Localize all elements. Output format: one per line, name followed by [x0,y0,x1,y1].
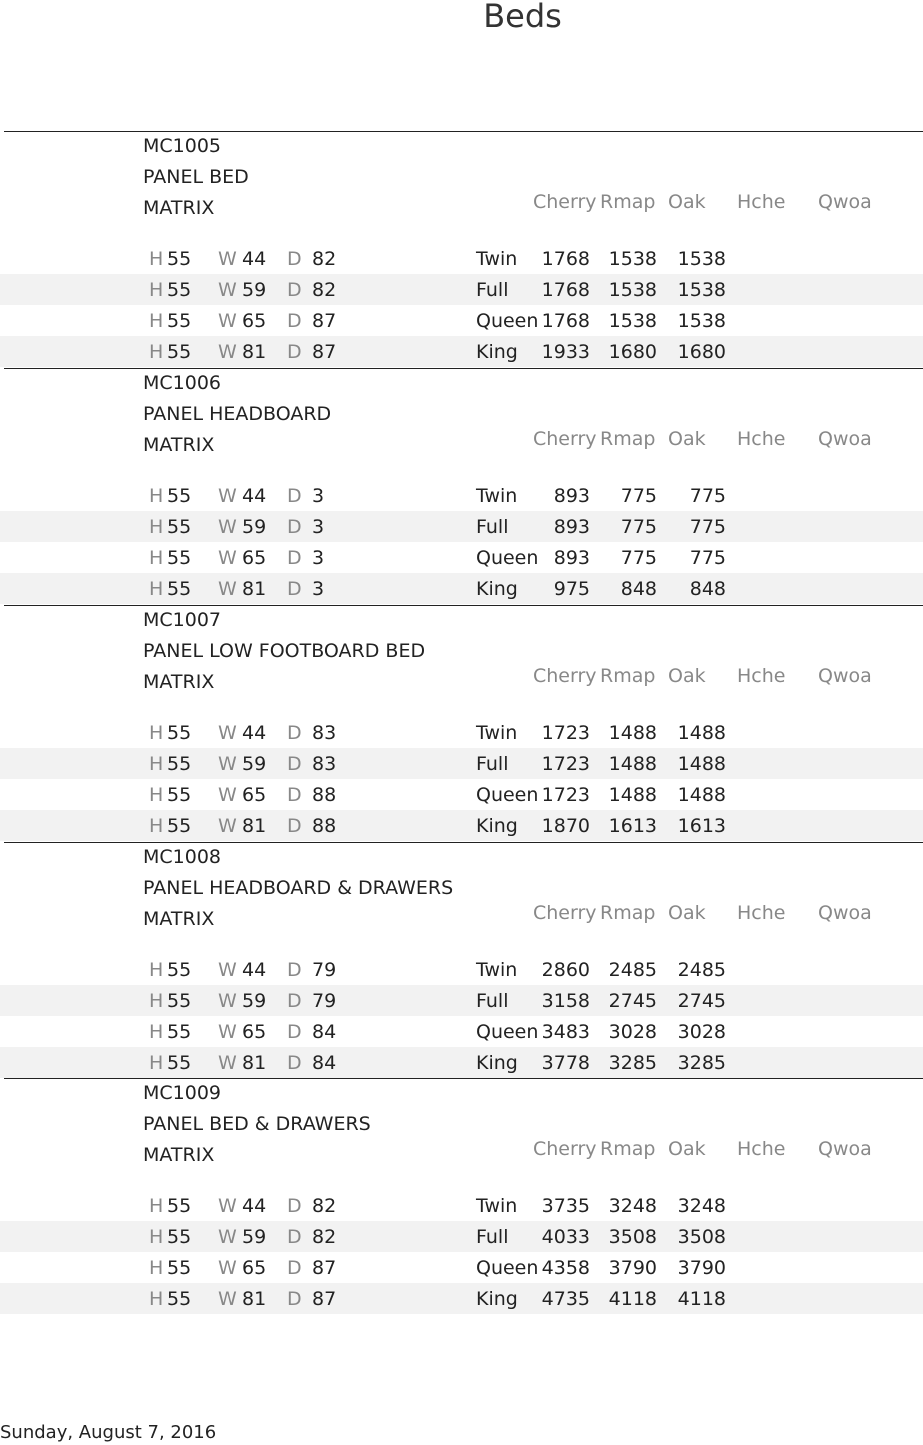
price-oak: 3028 [677,1021,726,1043]
header-cherry: Cherry [533,191,597,213]
price-rmap: 4118 [608,1288,657,1310]
size-row [0,985,923,1016]
height-label: H [149,279,164,301]
header-cherry: Cherry [533,1138,597,1160]
price-rmap: 775 [620,547,657,569]
width-value: 65 [242,547,267,569]
price-cherry: 1723 [541,753,590,775]
header-hche: Hche [737,191,786,213]
width-value: 59 [242,516,267,538]
price-cherry: 3735 [541,1195,590,1217]
price-oak: 848 [689,578,726,600]
size-row [0,480,923,511]
height-value: 55 [167,310,192,332]
width-value: 65 [242,310,267,332]
price-rmap: 3248 [608,1195,657,1217]
size-name: King [476,1052,518,1074]
width-label: W [218,1257,237,1279]
width-label: W [218,784,237,806]
depth-value: 3 [312,547,325,569]
header-cherry: Cherry [533,902,597,924]
depth-label: D [287,1288,302,1310]
collection-name: MATRIX [143,197,215,219]
width-value: 59 [242,990,267,1012]
size-row [0,748,923,779]
depth-label: D [287,279,302,301]
height-label: H [149,547,164,569]
collection-name: MATRIX [143,671,215,693]
height-value: 55 [167,1257,192,1279]
height-value: 55 [167,485,192,507]
price-oak: 3508 [677,1226,726,1248]
depth-value: 88 [312,815,337,837]
size-name: Queen [476,1257,539,1279]
height-label: H [149,485,164,507]
header-qwoa: Qwoa [818,902,872,924]
price-oak: 775 [689,516,726,538]
height-label: H [149,1021,164,1043]
size-name: Twin [476,722,518,744]
width-label: W [218,485,237,507]
size-name: Queen [476,784,539,806]
price-rmap: 775 [620,516,657,538]
height-value: 55 [167,990,192,1012]
depth-value: 83 [312,722,337,744]
width-label: W [218,1052,237,1074]
page-title: Beds [483,0,562,35]
price-rmap: 3285 [608,1052,657,1074]
price-cherry: 1723 [541,722,590,744]
depth-value: 3 [312,516,325,538]
price-rmap: 1613 [608,815,657,837]
width-label: W [218,959,237,981]
size-name: Full [476,279,509,301]
header-rmap: Rmap [600,1138,656,1160]
width-value: 81 [242,1288,267,1310]
header-cherry: Cherry [533,665,597,687]
height-label: H [149,1226,164,1248]
depth-label: D [287,722,302,744]
width-label: W [218,279,237,301]
width-value: 81 [242,815,267,837]
width-value: 81 [242,578,267,600]
height-value: 55 [167,959,192,981]
header-oak: Oak [668,902,706,924]
depth-label: D [287,1195,302,1217]
height-value: 55 [167,722,192,744]
depth-value: 82 [312,279,337,301]
width-label: W [218,1226,237,1248]
size-name: Queen [476,547,539,569]
price-rmap: 1538 [608,279,657,301]
depth-label: D [287,310,302,332]
product-name: PANEL BED [143,166,249,188]
header-rmap: Rmap [600,191,656,213]
width-value: 44 [242,959,267,981]
width-value: 59 [242,279,267,301]
size-name: Twin [476,248,518,270]
height-value: 55 [167,1195,192,1217]
depth-label: D [287,990,302,1012]
depth-label: D [287,1257,302,1279]
depth-value: 88 [312,784,337,806]
price-oak: 4118 [677,1288,726,1310]
depth-label: D [287,1052,302,1074]
product-section [0,131,923,368]
depth-label: D [287,516,302,538]
size-row [0,573,923,604]
depth-label: D [287,815,302,837]
size-row [0,954,923,985]
header-qwoa: Qwoa [818,428,872,450]
depth-value: 87 [312,1288,337,1310]
price-cherry: 975 [553,578,590,600]
product-code: MC1008 [143,846,222,868]
product-section [0,368,923,605]
size-name: Full [476,516,509,538]
width-value: 44 [242,485,267,507]
width-label: W [218,990,237,1012]
price-cherry: 1870 [541,815,590,837]
price-rmap: 1538 [608,248,657,270]
width-value: 59 [242,753,267,775]
height-label: H [149,753,164,775]
height-label: H [149,341,164,363]
collection-name: MATRIX [143,908,215,930]
size-row [0,1252,923,1283]
header-hche: Hche [737,902,786,924]
header-oak: Oak [668,191,706,213]
height-label: H [149,1257,164,1279]
height-value: 55 [167,578,192,600]
size-name: King [476,815,518,837]
product-name: PANEL HEADBOARD & DRAWERS [143,877,454,899]
height-value: 55 [167,784,192,806]
depth-value: 84 [312,1052,337,1074]
section-divider [4,605,923,606]
price-oak: 775 [689,485,726,507]
header-rmap: Rmap [600,665,656,687]
width-value: 44 [242,1195,267,1217]
depth-label: D [287,784,302,806]
width-value: 44 [242,248,267,270]
collection-name: MATRIX [143,1144,215,1166]
header-hche: Hche [737,1138,786,1160]
product-name: PANEL BED & DRAWERS [143,1113,371,1135]
depth-value: 3 [312,485,325,507]
size-name: Full [476,1226,509,1248]
size-row [0,1190,923,1221]
price-cherry: 1768 [541,279,590,301]
height-label: H [149,784,164,806]
depth-label: D [287,485,302,507]
price-cherry: 1933 [541,341,590,363]
section-divider [4,368,923,369]
header-oak: Oak [668,1138,706,1160]
price-cherry: 4033 [541,1226,590,1248]
collection-name: MATRIX [143,434,215,456]
width-value: 65 [242,1257,267,1279]
price-oak: 775 [689,547,726,569]
price-cherry: 1723 [541,784,590,806]
product-code: MC1009 [143,1082,222,1104]
size-row [0,1283,923,1314]
price-rmap: 1488 [608,784,657,806]
header-hche: Hche [737,665,786,687]
header-qwoa: Qwoa [818,191,872,213]
height-value: 55 [167,1288,192,1310]
price-rmap: 1488 [608,753,657,775]
size-row [0,717,923,748]
size-name: Twin [476,1195,518,1217]
price-rmap: 2745 [608,990,657,1012]
width-label: W [218,310,237,332]
product-code: MC1007 [143,609,222,631]
price-oak: 1488 [677,753,726,775]
price-oak: 1538 [677,310,726,332]
price-cherry: 1768 [541,248,590,270]
header-qwoa: Qwoa [818,1138,872,1160]
price-cherry: 2860 [541,959,590,981]
depth-value: 83 [312,753,337,775]
product-name: PANEL LOW FOOTBOARD BED [143,640,426,662]
depth-label: D [287,578,302,600]
size-row [0,779,923,810]
depth-value: 3 [312,578,325,600]
height-label: H [149,722,164,744]
width-label: W [218,1021,237,1043]
depth-label: D [287,341,302,363]
header-rmap: Rmap [600,428,656,450]
price-oak: 1488 [677,784,726,806]
size-row [0,1047,923,1078]
header-oak: Oak [668,428,706,450]
header-hche: Hche [737,428,786,450]
price-rmap: 775 [620,485,657,507]
size-name: Twin [476,959,518,981]
product-code: MC1006 [143,372,222,394]
header-rmap: Rmap [600,902,656,924]
product-section [0,842,923,1079]
width-label: W [218,341,237,363]
price-oak: 1488 [677,722,726,744]
depth-value: 87 [312,310,337,332]
section-divider [4,131,923,132]
footer-date: Sunday, August 7, 2016 [0,1422,217,1443]
size-row [0,305,923,336]
header-qwoa: Qwoa [818,665,872,687]
price-oak: 2745 [677,990,726,1012]
price-oak: 1538 [677,248,726,270]
price-cherry: 893 [553,516,590,538]
depth-value: 79 [312,990,337,1012]
product-name: PANEL HEADBOARD [143,403,332,425]
height-value: 55 [167,753,192,775]
price-rmap: 3508 [608,1226,657,1248]
width-value: 81 [242,341,267,363]
height-value: 55 [167,815,192,837]
width-value: 81 [242,1052,267,1074]
size-row [0,1221,923,1252]
width-label: W [218,722,237,744]
width-value: 59 [242,1226,267,1248]
depth-value: 82 [312,1226,337,1248]
price-rmap: 1538 [608,310,657,332]
size-row [0,336,923,367]
price-cherry: 1768 [541,310,590,332]
price-rmap: 1488 [608,722,657,744]
price-oak: 3285 [677,1052,726,1074]
size-name: Queen [476,1021,539,1043]
product-section [0,1078,923,1315]
height-value: 55 [167,1052,192,1074]
width-label: W [218,1195,237,1217]
height-value: 55 [167,279,192,301]
price-oak: 3248 [677,1195,726,1217]
depth-label: D [287,248,302,270]
price-rmap: 3790 [608,1257,657,1279]
height-label: H [149,959,164,981]
price-oak: 1538 [677,279,726,301]
size-row [0,810,923,841]
depth-value: 82 [312,1195,337,1217]
height-value: 55 [167,248,192,270]
price-cherry: 4358 [541,1257,590,1279]
size-row [0,243,923,274]
depth-label: D [287,1226,302,1248]
width-label: W [218,1288,237,1310]
product-code: MC1005 [143,135,222,157]
section-divider [4,1078,923,1079]
height-label: H [149,578,164,600]
width-value: 65 [242,784,267,806]
width-label: W [218,248,237,270]
price-oak: 3790 [677,1257,726,1279]
depth-label: D [287,959,302,981]
depth-label: D [287,753,302,775]
depth-value: 87 [312,1257,337,1279]
size-name: King [476,578,518,600]
size-row [0,274,923,305]
size-name: Full [476,990,509,1012]
price-cherry: 3778 [541,1052,590,1074]
height-label: H [149,516,164,538]
size-name: Full [476,753,509,775]
size-name: Twin [476,485,518,507]
depth-label: D [287,1021,302,1043]
size-name: King [476,341,518,363]
height-label: H [149,815,164,837]
size-name: King [476,1288,518,1310]
width-value: 44 [242,722,267,744]
depth-label: D [287,547,302,569]
width-label: W [218,753,237,775]
width-label: W [218,578,237,600]
height-label: H [149,1288,164,1310]
product-section [0,605,923,842]
price-cherry: 893 [553,547,590,569]
price-oak: 1613 [677,815,726,837]
width-label: W [218,547,237,569]
section-divider [4,842,923,843]
price-cherry: 3158 [541,990,590,1012]
height-label: H [149,310,164,332]
header-oak: Oak [668,665,706,687]
height-label: H [149,990,164,1012]
height-label: H [149,1195,164,1217]
size-name: Queen [476,310,539,332]
width-value: 65 [242,1021,267,1043]
height-value: 55 [167,1021,192,1043]
price-cherry: 3483 [541,1021,590,1043]
price-cherry: 4735 [541,1288,590,1310]
header-cherry: Cherry [533,428,597,450]
height-value: 55 [167,1226,192,1248]
height-label: H [149,1052,164,1074]
price-oak: 2485 [677,959,726,981]
price-cherry: 893 [553,485,590,507]
price-rmap: 2485 [608,959,657,981]
size-row [0,1016,923,1047]
width-label: W [218,516,237,538]
price-oak: 1680 [677,341,726,363]
height-value: 55 [167,516,192,538]
depth-value: 87 [312,341,337,363]
depth-value: 82 [312,248,337,270]
size-row [0,511,923,542]
depth-value: 84 [312,1021,337,1043]
height-label: H [149,248,164,270]
price-rmap: 1680 [608,341,657,363]
price-rmap: 848 [620,578,657,600]
depth-value: 79 [312,959,337,981]
height-value: 55 [167,341,192,363]
price-rmap: 3028 [608,1021,657,1043]
width-label: W [218,815,237,837]
height-value: 55 [167,547,192,569]
size-row [0,542,923,573]
